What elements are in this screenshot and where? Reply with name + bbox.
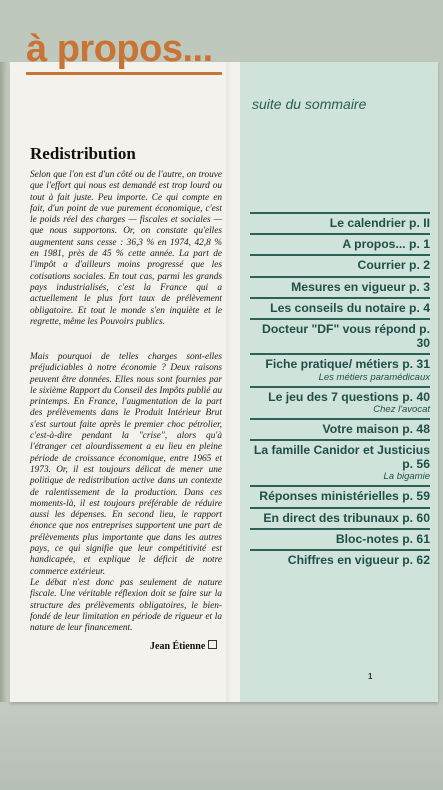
page-title: à propos... — [26, 28, 213, 70]
toc-item[interactable] — [250, 418, 430, 439]
toc-item-title: Bloc-notes p. 61 — [335, 531, 430, 546]
toc-item-title: Chiffres en vigueur p. 62 — [287, 553, 430, 568]
toc-item[interactable] — [250, 233, 430, 254]
toc-item-title: Les conseils du notaire p. 4 — [270, 300, 430, 315]
table-surface — [0, 700, 443, 790]
article-paragraph: Le débat n'est donc pas seulement de nature fiscale. Une véritable réflexion doit se faire sur la structure des prélèvements obligatoires, le bien-fondé de leur limitation en période de rigueur et la nature de leur financement. — [30, 578, 222, 634]
toc-item[interactable] — [250, 276, 430, 297]
author-signature — [150, 640, 217, 652]
toc-item[interactable] — [250, 386, 430, 418]
toc-item-title: Mesures en vigueur p. 3 — [291, 279, 430, 294]
toc-item[interactable] — [250, 318, 430, 353]
toc-item[interactable] — [250, 212, 430, 233]
end-mark-icon — [208, 640, 217, 649]
toc-item[interactable] — [250, 528, 430, 549]
column-divider — [226, 62, 232, 702]
author-name: Jean Étienne — [150, 641, 206, 652]
toc-item-title: Votre maison p. 48 — [322, 421, 430, 436]
title-underline — [26, 72, 222, 75]
toc-item-title: Docteur "DF" vous répond p. 30 — [262, 322, 430, 351]
toc-item[interactable] — [250, 439, 430, 485]
toc-item-subtitle: Chez l'avocat — [373, 403, 430, 415]
toc-item[interactable] — [250, 297, 430, 318]
magazine-spine — [0, 62, 10, 702]
toc-item[interactable] — [250, 254, 430, 275]
toc-item-subtitle: La bigamie — [383, 471, 430, 483]
toc-item-title: Courrier p. 2 — [357, 258, 430, 273]
toc-item-title: En direct des tribunaux p. 60 — [263, 510, 430, 525]
contents-subtitle: suite du sommaire — [252, 96, 367, 112]
article-paragraph: Mais pourquoi de telles charges sont-elles préjudiciables à notre économie ? Deux raisons peuvent être données. Elles nous sont fournies par le sixième Rapport du Conseil des Impôts publié au printemps. En France, l'augmentation de la part des prélèvements dans le Produit Intérieur Brut s'est surtout faite après le premier choc pétrolier, c'est-à-dire pendant la "crise", alors qu'à l'étranger cet alourdissement a eu lieu en pleine période de croissance économique, entre 1965 et 1973. Or, il est toujours délicat de mener une politique de redistribution active dans un contexte de ralentissement de la production. Dans ces moments-là, il est toujours préférable de réduire aussi les dépenses. En second lieu, le rapport énonce que nos entreprises supportent une part de prélèvements plus importante que dans les autres pays, ce qui signifie que leur compétitivité est handicapée, et explique le déficit de notre commerce extérieur. — [30, 352, 222, 577]
toc-item[interactable] — [250, 353, 430, 385]
page-number: 1 — [368, 672, 373, 681]
toc-item[interactable] — [250, 507, 430, 528]
toc-item-title: Réponses ministérielles p. 59 — [259, 489, 430, 504]
toc-item-title: Le calendrier p. II — [329, 216, 430, 230]
toc-item-subtitle: Les métiers paramédicaux — [318, 371, 430, 383]
toc-item-title: Le jeu des 7 questions p. 40 — [268, 389, 430, 404]
toc-item[interactable] — [250, 549, 430, 570]
toc-item-title: Fiche pratique/ métiers p. 31 — [265, 357, 430, 372]
table-of-contents — [250, 212, 430, 570]
toc-item-title: A propos... p. 1 — [342, 237, 430, 252]
toc-item[interactable] — [250, 485, 430, 506]
article-paragraph: Selon que l'on est d'un côté ou de l'autre, on trouve que l'effort qui nous est demandé est trop lourd ou tout à fait juste. Peu importe. Ce qui compte en fait, d'un point de vue purement économique, c'est le poids réel des charges — fiscales et sociales — que nous supportons. Or, on constate qu'elles augmentent sans cesse : 36,3 % en 1974, 42,8 % en 1981, près de 45 % cette année. La part de l'impôt a d'ailleurs moins progressé que les cotisations sociales. En tout cas, parmi les grands pays industrialisés, c'est la France qui a actuellement le plus fort taux de prélèvement obligatoire. Et tout le monde s'en inquiète et le regrette, même les Pouvoirs publics. — [30, 170, 222, 327]
toc-item-title: La famille Canidor et Justicius p. 56 — [253, 443, 430, 472]
article-heading: Redistribution — [30, 144, 136, 163]
